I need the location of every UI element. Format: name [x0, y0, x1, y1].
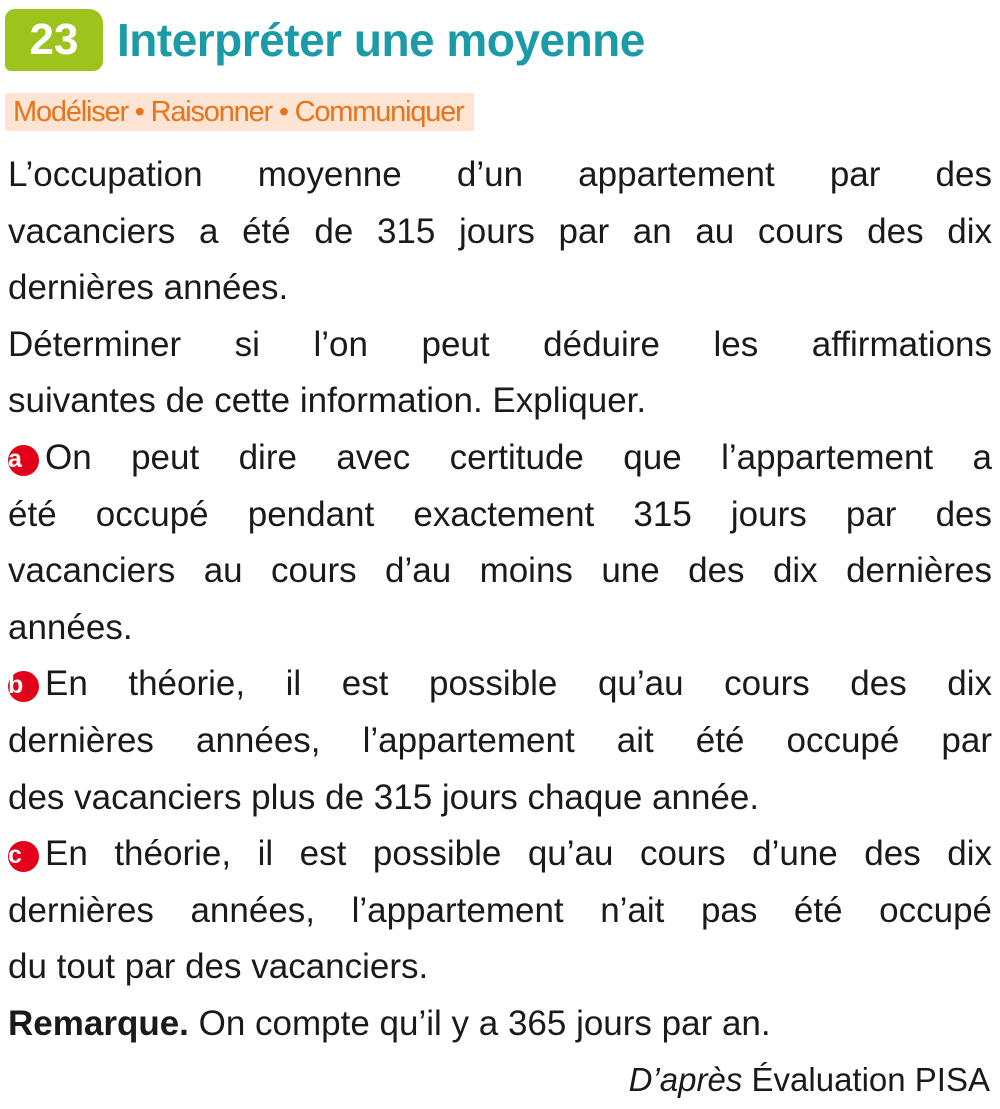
item-b-line: dernières années, l’appartement ait été occupé par: [8, 720, 992, 760]
item-b-text: En théorie, il est possible qu’au cours des dix: [45, 664, 992, 704]
item-a-line: vacanciers au cours d’au moins une des dix dernières: [8, 551, 992, 591]
exercise-number-badge: 23: [5, 9, 103, 71]
exercise-body: [8, 147, 992, 1053]
item-a-marker-icon: a: [8, 445, 39, 476]
intro-line: dernières années.: [8, 268, 289, 308]
item-b-line: [8, 656, 992, 713]
remark-line: [8, 996, 992, 1053]
item-c-text: En théorie, il est possible qu’au cours d’une des dix: [45, 834, 992, 874]
skills-banner: Modéliser • Raisonner • Communiquer: [5, 93, 474, 131]
item-c-line: du tout par des vacanciers.: [8, 947, 429, 987]
item-b-marker-icon: b: [8, 671, 39, 702]
item-c-line: [8, 826, 992, 883]
item-a-line: [8, 430, 992, 487]
source-prefix: D’après: [628, 1061, 743, 1098]
remark-text: On compte qu’il y a 365 jours par an.: [198, 1003, 771, 1043]
exercise-title: Interpréter une moyenne: [117, 14, 645, 66]
remark-label: Remarque.: [8, 1003, 189, 1043]
item-a-line: été occupé pendant exactement 315 jours par des: [8, 494, 992, 534]
source-name: Évaluation PISA: [751, 1061, 990, 1098]
item-c-marker-icon: c: [8, 841, 39, 872]
item-a-text: On peut dire avec certitude que l’appartement a: [45, 437, 992, 477]
item-a-line: années.: [8, 607, 133, 647]
item-b-line: des vacanciers plus de 315 jours chaque année.: [8, 777, 760, 817]
item-c-line: dernières années, l’appartement n’ait pas été occupé: [8, 890, 992, 930]
exercise-header: [5, 8, 645, 72]
intro-line: vacanciers a été de 315 jours par an au cours des dix: [8, 211, 992, 251]
task-line: suivantes de cette information. Expliquer.: [8, 381, 647, 421]
source-credit: [629, 1055, 990, 1105]
intro-line: L’occupation moyenne d’un appartement par des: [8, 155, 992, 194]
task-line: Déterminer si l’on peut déduire les affirmations: [8, 324, 992, 364]
